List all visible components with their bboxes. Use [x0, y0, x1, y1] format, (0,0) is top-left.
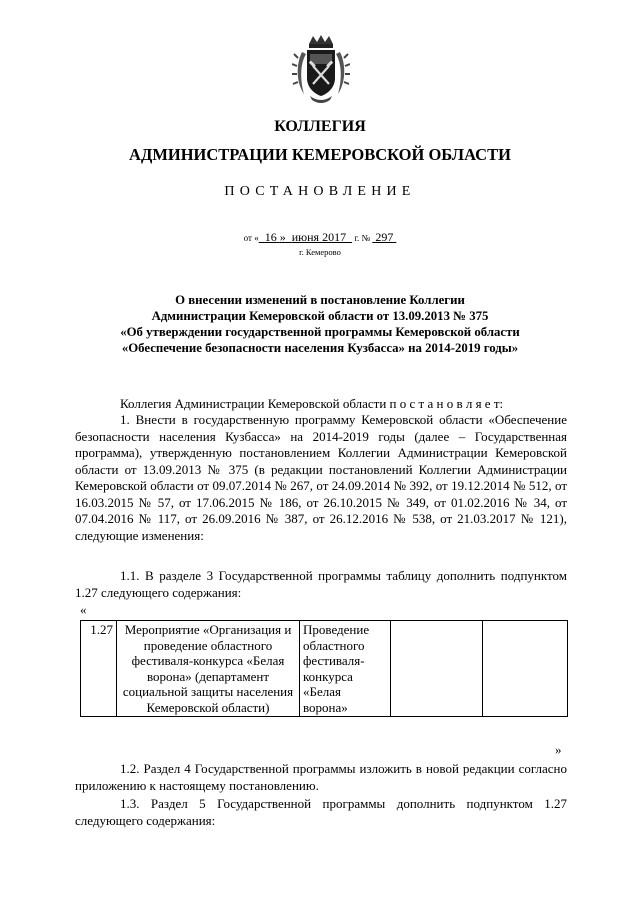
quote-close: » [555, 742, 562, 757]
date-suffix: г. № [354, 233, 371, 243]
date-month-year: июня 2017 [291, 230, 347, 244]
amendment-table [80, 620, 568, 717]
cell-empty-4 [391, 621, 483, 717]
paragraph-1-2: 1.2. Раздел 4 Государственной программы изложить в новой редакции согласно приложению к настоящему постановлению. [75, 761, 567, 793]
cell-event: Мероприятие «Организация и проведение областного фестиваля-конкурса «Белая ворона» (департамент социальной защиты населения Кемеровской области) [117, 621, 300, 717]
paragraph-1-3: 1.3. Раздел 5 Государственной программы дополнить подпунктом 1.27 следующего содержания: [75, 796, 567, 828]
title-line3: «Об утверждении государственной программы Кемеровской области [120, 325, 520, 339]
date-prefix: от « [243, 233, 259, 243]
quote-open: « [80, 602, 87, 617]
title-line1: О внесении изменений в постановление Коллегии [175, 293, 465, 307]
city: г. Кемерово [299, 247, 341, 257]
title-line2: Администрации Кемеровской области от 13.09.2013 № 375 [151, 309, 489, 323]
intro-paragraph: Коллегия Администрации Кемеровской области п о с т а н о в л я е т: [120, 396, 504, 411]
paragraph-1: 1. Внести в государственную программу Кемеровской области «Обеспечение безопасности населения Кузбасса» на 2014-2019 годы (далее – Государственная программа), утвержденную постановлением Коллегии Администрации Кемеровской области от 13.09.2013 № 375 (в редакции постановлений Коллегии Администрации Кемеровской области от 09.07.2014 № 267, от 24.09.2014 № 392, от 19.12.2014 № 512, от 16.03.2015 № 57, от 17.06.2015 № 186, от 26.10.2015 № 349, от 01.02.2016 № 34, от 07.04.2016 № 117, от 26.09.2016 № 387, от 26.12.2016 № 538, от 21.03.2017 № 121), следующие изменения: [75, 412, 567, 543]
date-mid: » [279, 230, 286, 244]
kemerovo-coat-of-arms-icon [292, 34, 350, 104]
date-day: 16 [264, 230, 277, 244]
document-type: ПОСТАНОВЛЕНИЕ [224, 184, 416, 199]
cell-description: Проведение областного фестиваля-конкурса «Белая ворона» [300, 621, 391, 717]
paragraph-1-1: 1.1. В разделе 3 Государственной программы таблицу дополнить подпунктом 1.27 следующего содержания: [75, 568, 567, 600]
cell-empty-5 [483, 621, 568, 717]
document-title [75, 292, 565, 356]
org-name-line1: КОЛЛЕГИЯ [274, 118, 366, 135]
date-line [0, 230, 640, 245]
title-line4: «Обеспечение безопасности населения Кузбасса» на 2014-2019 годы» [121, 341, 519, 355]
doc-number: 297 [375, 230, 394, 244]
table-row [81, 621, 568, 717]
cell-number: 1.27 [81, 621, 117, 717]
org-name-line2: АДМИНИСТРАЦИИ КЕМЕРОВСКОЙ ОБЛАСТИ [129, 145, 511, 164]
